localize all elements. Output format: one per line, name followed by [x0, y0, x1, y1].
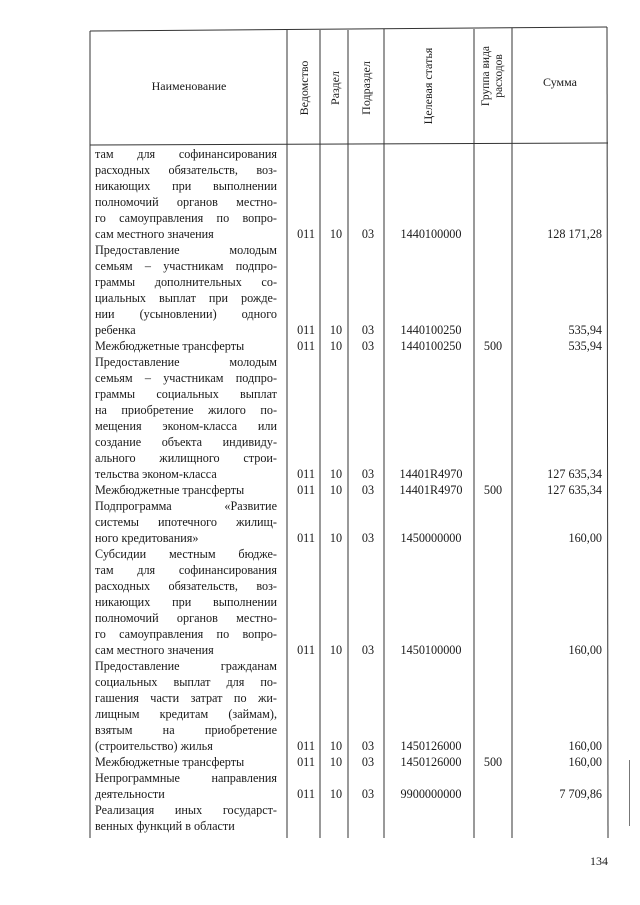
row-podrazdel: 03: [361, 643, 375, 657]
row-podrazdel: 03: [361, 467, 375, 481]
row-podrazdel: 03: [361, 787, 375, 801]
row-name-line: циальных выплат при рожде-: [95, 291, 277, 305]
row-razdel: 10: [329, 755, 343, 769]
row-name-line: сам местного значения: [95, 643, 214, 657]
header-podrazdel: Подраздел: [359, 61, 373, 115]
row-celevaya: 14401R4970: [399, 483, 463, 497]
row-summa: 7 709,86: [559, 787, 602, 801]
row-name-line: Субсидии местным бюдже-: [95, 547, 277, 561]
row-summa: 160,00: [568, 739, 602, 753]
row-celevaya: 9900000000: [400, 787, 462, 801]
row-name-line: ного кредитования»: [95, 531, 199, 545]
row-name-line: никающих при выполнении: [95, 595, 277, 609]
row-name-line: гашения части затрат по жи-: [95, 691, 277, 705]
row-name-line: лищным кредитам (займам),: [95, 707, 277, 721]
scan-artifact-line: [629, 760, 630, 826]
row-summa: 160,00: [568, 755, 602, 769]
row-celevaya: 1450100000: [400, 643, 462, 657]
row-name-line: Межбюджетные трансферты: [95, 339, 245, 353]
row-name: [95, 498, 277, 546]
row-name: [95, 770, 277, 802]
row-name-line: на приобретение жилого по-: [95, 403, 277, 417]
row-name-line: создание объекта индивиду-: [95, 435, 277, 449]
row-name-line: Реализация иных государст-: [95, 803, 277, 817]
table-row: [0, 770, 640, 802]
table-row: [0, 482, 640, 498]
row-celevaya: 14401R4970: [399, 467, 463, 481]
header-summa: Сумма: [543, 75, 577, 89]
row-summa: 535,94: [568, 339, 602, 353]
row-name-line: социальных выплат для по-: [95, 675, 277, 689]
row-name-line: расходных обязательств, воз-: [95, 163, 277, 177]
row-name-line: граммы социальных выплат: [95, 387, 277, 401]
header-gruppa-text: Группа вида расходов: [480, 45, 505, 107]
row-vedomstvo: 011: [297, 739, 315, 753]
row-vedomstvo: 011: [297, 531, 315, 545]
row-summa: 160,00: [568, 531, 602, 545]
row-name-line: венных функций в области: [95, 819, 235, 833]
row-name: [95, 802, 277, 834]
row-gruppa: 500: [483, 483, 503, 497]
row-name-line: семьям – участникам подпро-: [95, 371, 277, 385]
table-row: [0, 242, 640, 338]
row-razdel: 10: [329, 739, 343, 753]
row-vedomstvo: 011: [297, 643, 315, 657]
row-name-line: го самоуправления по вопро-: [95, 211, 277, 225]
row-celevaya: 1440100000: [400, 227, 462, 241]
row-gruppa: 500: [483, 339, 503, 353]
row-name: [95, 754, 277, 770]
row-name: [95, 146, 277, 242]
row-name-line: го самоуправления по вопро-: [95, 627, 277, 641]
row-name-line: полномочий органов местно-: [95, 611, 277, 625]
row-name-line: ребенка: [95, 323, 136, 337]
row-name-line: деятельности: [95, 787, 165, 801]
row-name-line: Предоставление молодым: [95, 355, 277, 369]
header-razdel: Раздел: [328, 71, 342, 105]
table-row: [0, 338, 640, 354]
row-summa: 535,94: [568, 323, 602, 337]
row-name-line: никающих при выполнении: [95, 179, 277, 193]
table-row: [0, 658, 640, 754]
row-name-line: ального жилищного строи-: [95, 451, 277, 465]
row-name-line: Предоставление молодым: [95, 243, 277, 257]
row-vedomstvo: 011: [297, 483, 315, 497]
row-celevaya: 1450126000: [400, 739, 462, 753]
row-name: [95, 658, 277, 754]
row-name-line: (строительство) жилья: [95, 739, 213, 753]
row-name: [95, 338, 277, 354]
table-row: [0, 546, 640, 658]
row-celevaya: 1450000000: [400, 531, 462, 545]
row-razdel: 10: [329, 531, 343, 545]
row-name-line: сам местного значения: [95, 227, 214, 241]
row-name-line: Непрограммные направления: [95, 771, 277, 785]
row-name-line: Предоставление гражданам: [95, 659, 277, 673]
row-name-line: взятым на приобретение: [95, 723, 277, 737]
row-podrazdel: 03: [361, 339, 375, 353]
row-razdel: 10: [329, 483, 343, 497]
row-name-line: там для софинансирования: [95, 147, 277, 161]
row-name-line: системы ипотечного жилищ-: [95, 515, 277, 529]
row-razdel: 10: [329, 227, 343, 241]
header-vedomstvo: Ведомство: [297, 60, 311, 116]
row-name-line: граммы дополнительных со-: [95, 275, 277, 289]
table-row: [0, 754, 640, 770]
header-name: Наименование: [151, 79, 227, 93]
row-name-line: тельства эконом-класса: [95, 467, 217, 481]
table-row: [0, 498, 640, 546]
row-razdel: 10: [329, 643, 343, 657]
row-summa: 128 171,28: [547, 227, 602, 241]
row-name-line: нии (усыновлении) одного: [95, 307, 277, 321]
row-summa: 160,00: [568, 643, 602, 657]
row-celevaya: 1440100250: [400, 339, 462, 353]
row-razdel: 10: [329, 323, 343, 337]
row-celevaya: 1440100250: [400, 323, 462, 337]
row-podrazdel: 03: [361, 531, 375, 545]
row-vedomstvo: 011: [297, 323, 315, 337]
page-number: 134: [590, 854, 608, 868]
row-name: [95, 354, 277, 482]
row-name-line: там для софинансирования: [95, 563, 277, 577]
row-podrazdel: 03: [361, 483, 375, 497]
header-celevaya: Целевая статья: [421, 47, 435, 125]
row-name-line: расходных обязательств, воз-: [95, 579, 277, 593]
row-podrazdel: 03: [361, 739, 375, 753]
row-podrazdel: 03: [361, 227, 375, 241]
row-name-line: Подпрограмма «Развитие: [95, 499, 277, 513]
table-row: [0, 354, 640, 482]
row-name-line: Межбюджетные трансферты: [95, 755, 245, 769]
row-name-line: семьям – участникам подпро-: [95, 259, 277, 273]
row-razdel: 10: [329, 339, 343, 353]
row-celevaya: 1450126000: [400, 755, 462, 769]
row-name: [95, 482, 277, 498]
row-name: [95, 242, 277, 338]
row-summa: 127 635,34: [547, 483, 602, 497]
row-name-line: мещения эконом-класса или: [95, 419, 277, 433]
row-gruppa: 500: [483, 755, 503, 769]
row-name-line: полномочий органов местно-: [95, 195, 277, 209]
row-razdel: 10: [329, 467, 343, 481]
row-podrazdel: 03: [361, 755, 375, 769]
table-row: [0, 802, 640, 834]
row-vedomstvo: 011: [297, 755, 315, 769]
row-vedomstvo: 011: [297, 227, 315, 241]
row-podrazdel: 03: [361, 323, 375, 337]
row-vedomstvo: 011: [297, 467, 315, 481]
row-vedomstvo: 011: [297, 787, 315, 801]
row-summa: 127 635,34: [547, 467, 602, 481]
row-razdel: 10: [329, 787, 343, 801]
header-gruppa: [480, 31, 506, 121]
row-name-line: Межбюджетные трансферты: [95, 483, 245, 497]
table-row: [0, 146, 640, 242]
row-vedomstvo: 011: [297, 339, 315, 353]
row-name: [95, 546, 277, 658]
